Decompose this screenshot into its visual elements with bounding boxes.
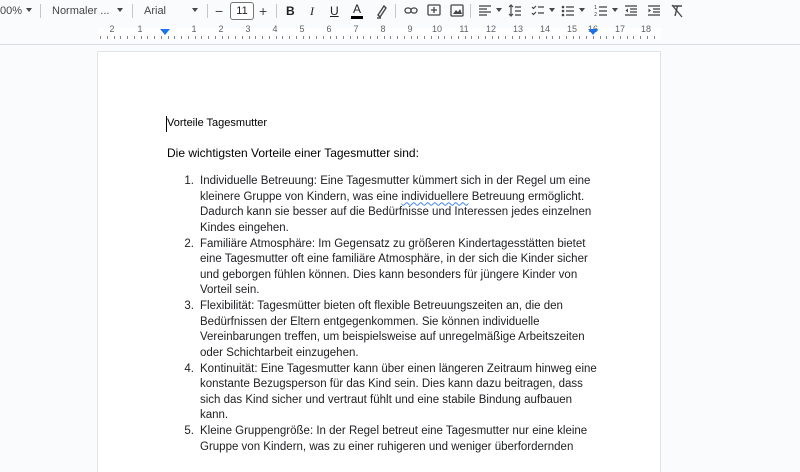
ruler-tick [228,36,229,39]
ruler-tick [478,36,479,39]
list-item-number: 2. [184,237,194,250]
ruler-tick [303,36,304,39]
ruler-tick [417,36,418,39]
svg-text:1: 1 [594,5,598,11]
ruler-tick [613,36,614,39]
ruler-number: 13 [512,24,523,34]
ruler-tick [492,36,493,39]
ruler-tick [357,36,358,39]
insert-link-icon[interactable] [404,0,418,22]
ruler-tick [390,36,391,39]
ruler-tick [384,36,385,39]
ruler-tick [546,36,547,39]
increase-font-size-button[interactable]: + [259,3,268,19]
ruler-tick [458,36,459,39]
ruler-tick [249,36,250,39]
list-item-line: Gruppe von Kindern, was zu einer ruhigeren und weniger überfordernden [200,440,574,453]
zoom-dropdown-caret-icon[interactable] [26,8,32,12]
ruler-tick [276,36,277,39]
ruler-tick [100,36,101,39]
ruler-tick [107,36,108,39]
ruler-tick [640,36,641,39]
toolbar-divider [132,4,133,18]
ruler-number: 12 [485,24,496,34]
list-item-line: Kontinuität: Eine Tagesmutter kann über einen längeren Zeitraum hinweg eine [200,362,597,375]
list-item-line: Flexibilität: Tagesmütter bieten oft flexible Betreuungszeiten an, die den [200,300,563,312]
ruler-tick [350,36,351,39]
ruler-tick [505,36,506,39]
ruler-tick [397,36,398,39]
checklist-icon[interactable] [531,0,545,22]
ruler-tick [620,36,621,39]
ruler-tick [532,36,533,39]
paragraph-style-select[interactable]: Normaler ... [52,5,110,17]
right-indent-marker-icon[interactable] [588,29,598,37]
bullet-dropdown-caret-icon[interactable] [579,8,585,12]
list-item-text [200,237,592,299]
ruler-number: 15 [566,24,577,34]
ruler-number: 10 [431,24,442,34]
insert-comment-icon[interactable] [427,0,441,22]
ruler-tick [269,36,270,39]
ruler-number: 9 [407,24,413,34]
ruler-tick [525,36,526,39]
ruler-tick [343,36,344,39]
ruler-number: 1 [191,24,197,34]
list-item-line: Kindes eingehen. [200,221,289,234]
formatting-toolbar [0,0,800,22]
ruler-tick [215,36,216,39]
ruler-number: 3 [245,24,251,34]
ruler-tick [485,36,486,39]
list-item-line: Kleine Gruppengröße: In der Regel betreut eine Tagesmutter nur eine kleine [200,425,588,437]
horizontal-ruler[interactable] [0,22,800,45]
list-item-line: eine Tagesmutter oft eine familiäre Atmosphäre, in der sich die Kinder sicher [200,253,588,265]
ruler-tick [431,36,432,39]
ruler-number: 14 [539,24,550,34]
ruler-tick [438,36,439,39]
ruler-tick [262,36,263,39]
ruler-tick [127,36,128,39]
ruler-tick [411,36,412,39]
spellcheck-underline[interactable]: individuellere [401,190,469,203]
decrease-font-size-button[interactable]: − [215,3,224,19]
ruler-tick [195,36,196,39]
ruler-tick [201,36,202,39]
clear-formatting-icon[interactable] [670,0,684,22]
ruler-tick [600,36,601,39]
ruler-number: 7 [353,24,359,34]
toolbar-divider [470,4,471,18]
list-item-number: 1. [184,175,194,187]
ruler-tick [586,36,587,39]
list-item-number: 5. [184,425,194,437]
list-item-line: Individuelle Betreuung: Eine Tagesmutter kümmert sich in der Regel um eine [200,175,591,187]
ruler-tick [242,36,243,39]
toolbar-divider [395,4,396,18]
ruler-tick [181,36,182,39]
ruler-tick [654,36,655,39]
align-left-icon[interactable] [478,0,492,22]
ruler-tick [552,36,553,39]
numbered-dropdown-caret-icon[interactable] [612,8,618,12]
left-indent-marker-icon[interactable] [160,29,170,37]
ruler-tick [174,36,175,39]
decrease-indent-icon[interactable] [624,0,638,22]
list-item-line: oder Schichtarbeit einzugehen. [200,346,359,359]
list-item-number: 4. [184,362,194,375]
list-item-text [200,174,592,236]
underline-button[interactable]: U [330,4,339,18]
ruler-tick [154,36,155,39]
ruler-tick [451,36,452,39]
ruler-tick [566,36,567,39]
ruler-tick [404,36,405,39]
list-item-line: Bedürfnissen der Eltern entgegenkommen. Sie können individuelle [200,315,540,328]
list-item-line: kleinere Gruppe von Kindern, was eine individuellere Betreuung ermöglicht. [200,190,585,203]
ruler-tick [627,36,628,39]
ruler-tick [512,36,513,39]
font-family-select[interactable]: Arial [144,5,167,17]
ruler-number: 4 [272,24,278,34]
list-item-line: kann. [200,409,229,421]
document-heading: Vorteile Tagesmutter [167,117,268,129]
align-dropdown-caret-icon[interactable] [496,8,502,12]
ruler-tick [424,36,425,39]
bulleted-list-icon[interactable] [561,0,575,22]
ruler-tick [633,36,634,39]
ruler-tick [323,36,324,39]
ruler-tick [289,36,290,39]
list-item-line: Vorteil sein. [200,284,260,296]
ruler-number: 6 [326,24,332,34]
ruler-tick [498,36,499,39]
ruler-tick [255,36,256,39]
ruler-tick [296,36,297,39]
ruler-tick [147,36,148,39]
ruler-number: 18 [640,24,651,34]
ruler-tick [316,36,317,39]
ruler-tick [370,36,371,39]
ruler-tick [606,36,607,39]
list-item-line: konstante Bezugsperson für das Kind sein. Dies kann dazu beitragen, dass [200,378,583,390]
bold-button[interactable]: B [286,4,295,18]
list-item-line: Dadurch kann sie besser auf die Bedürfnisse und Interessen jedes einzelnen [200,206,592,218]
font-size-input[interactable]: 11 [230,2,254,20]
list-item-line: sich das Kind sicher und vertraut fühlt und eine stabile Bindung aufbauen [200,393,573,406]
ruler-tick [559,36,560,39]
ruler-tick [539,36,540,39]
list-item-number: 3. [184,300,194,312]
ruler-number: 2 [218,24,224,34]
ruler-tick [465,36,466,39]
ruler-number: 1 [137,24,143,34]
ruler-tick [647,36,648,39]
ruler-tick [134,36,135,39]
ruler-number: 5 [299,24,305,34]
ruler-tick [377,36,378,39]
ruler-tick [330,36,331,39]
list-item-line: und geborgen fühlen können. Dies kann besonders für jüngere Kinder von [200,268,578,281]
ruler-tick [141,36,142,39]
svg-text:2: 2 [594,12,598,18]
list-item-text [200,299,592,361]
toolbar-divider [40,4,41,18]
italic-button[interactable]: I [310,4,314,18]
increase-indent-icon[interactable] [647,0,661,22]
ruler-tick [363,36,364,39]
ruler-tick [208,36,209,39]
zoom-select[interactable]: 00% [0,5,23,17]
insert-image-icon[interactable] [450,0,464,22]
ruler-number: 17 [614,24,625,34]
ruler-number: 8 [380,24,386,34]
highlight-pen-icon[interactable] [376,0,388,22]
ruler-tick [573,36,574,39]
ruler-tick [471,36,472,39]
ruler-tick [579,36,580,39]
ruler-tick [336,36,337,39]
ruler-tick [309,36,310,39]
list-item-text [200,362,597,424]
ruler-tick [120,36,121,39]
ruler-tick [188,36,189,39]
text-color-button[interactable]: A [353,2,362,16]
ruler-number: 2 [109,24,115,34]
ruler-tick [519,36,520,39]
font-dropdown-caret-icon[interactable] [192,8,198,12]
style-dropdown-caret-icon[interactable] [117,8,123,12]
numbered-list-icon[interactable] [594,0,608,22]
list-item-line: Vereinbarungen treffen, um beispielsweise auf unregelmäßige Arbeitszeiten [200,331,585,343]
text-color-swatch [351,16,363,19]
list-item-text [200,424,592,455]
toolbar-divider [276,4,277,18]
ruler-tick [444,36,445,39]
ruler-tick [222,36,223,39]
list-item-line: Familiäre Atmosphäre: Im Gegensatz zu größeren Kindertagesstätten bietet [200,237,586,250]
intro-paragraph: Die wichtigsten Vorteile einer Tagesmutter sind: [167,146,419,160]
ruler-number: 11 [459,24,469,34]
checklist-dropdown-caret-icon[interactable] [549,8,555,12]
line-spacing-icon[interactable] [508,0,522,22]
toolbar-divider [207,4,208,18]
ruler-tick [282,36,283,39]
ruler-tick [114,36,115,39]
ruler-tick [235,36,236,39]
